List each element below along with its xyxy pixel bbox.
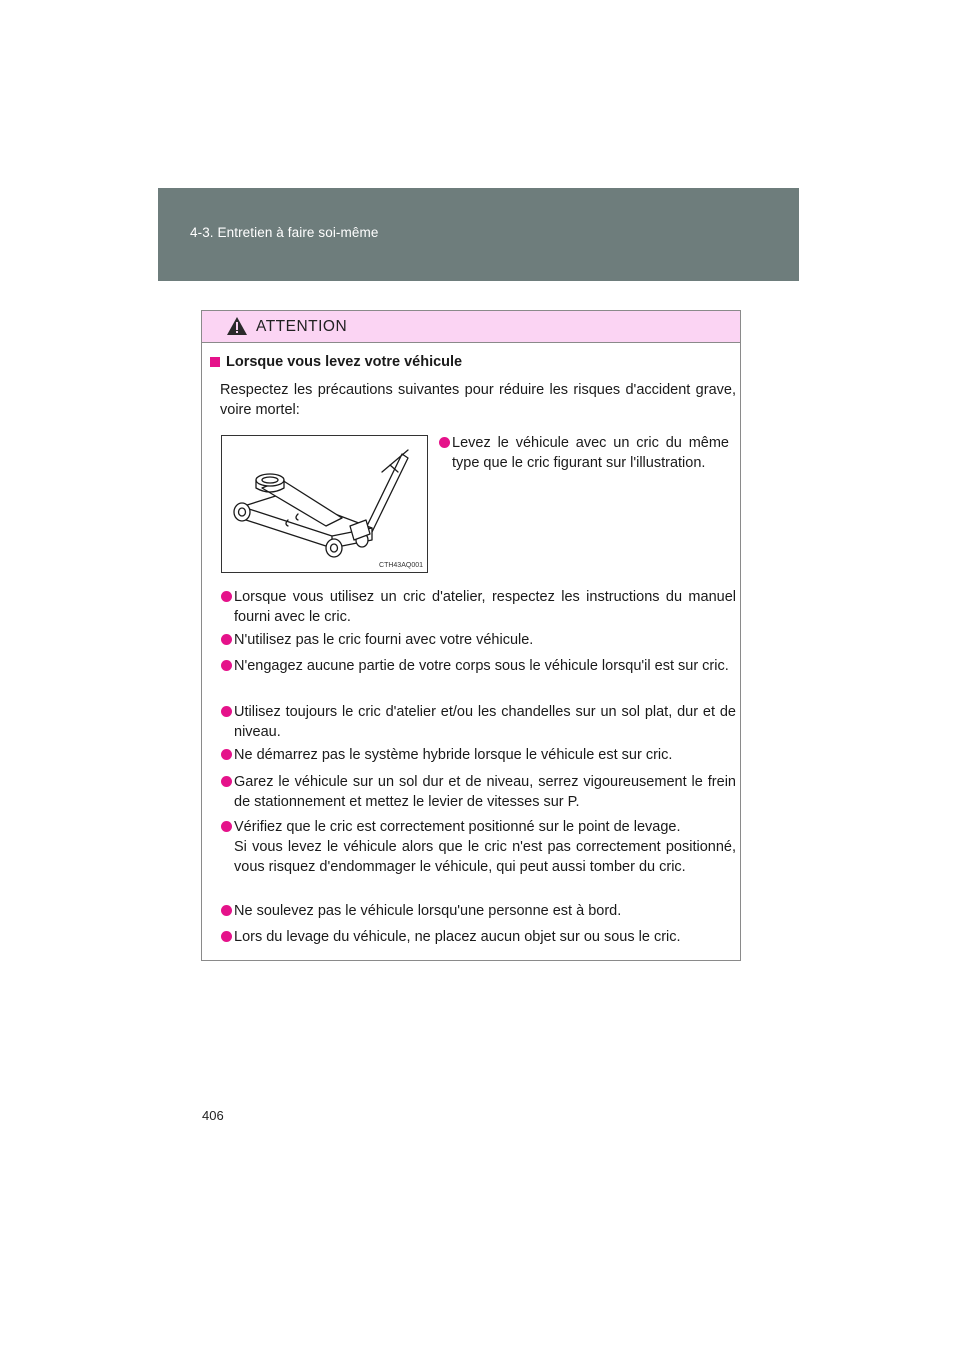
section-title: 4-3. Entretien à faire soi-même bbox=[190, 225, 379, 240]
list-item-continuation: Si vous levez le véhicule alors que le cric n'est pas correctement positionné, vous risquez d'endommager le véhicule, qui peut aussi tomber du cric. bbox=[234, 839, 736, 875]
subheading-text: Lorsque vous levez votre véhicule bbox=[226, 354, 463, 370]
list-item-text: Levez le véhicule avec un cric du même type que le cric figurant sur l'illustration. bbox=[452, 435, 729, 471]
bullet-dot-icon bbox=[221, 749, 232, 760]
list-item bbox=[221, 702, 736, 742]
list-item-text: Lorsque vous utilisez un cric d'atelier, respectez les instructions du manuel fourni avec le cric. bbox=[234, 589, 736, 625]
list-item bbox=[221, 817, 736, 877]
floor-jack-illustration bbox=[221, 435, 428, 573]
list-item bbox=[221, 656, 736, 676]
list-item-text: N'engagez aucune partie de votre corps sous le véhicule lorsqu'il est sur cric. bbox=[234, 658, 729, 674]
header-band bbox=[158, 188, 799, 281]
bullet-dot-icon bbox=[221, 660, 232, 671]
list-item bbox=[221, 587, 736, 627]
list-item-text: Garez le véhicule sur un sol dur et de niveau, serrez vigoureusement le frein de stationnement et mettez le levier de vitesses sur P. bbox=[234, 774, 736, 810]
warning-box bbox=[201, 310, 741, 961]
list-item-text: N'utilisez pas le cric fourni avec votre véhicule. bbox=[234, 632, 534, 648]
list-item bbox=[221, 745, 736, 765]
figure-code: CTH43AQ001 bbox=[379, 562, 423, 569]
list-item-text: Vérifiez que le cric est correctement positionné sur le point de levage. bbox=[234, 819, 681, 835]
warning-triangle-icon bbox=[226, 316, 248, 336]
list-item-text: Utilisez toujours le cric d'atelier et/ou les chandelles sur un sol plat, dur et de niveau. bbox=[234, 704, 736, 740]
list-item bbox=[221, 927, 736, 947]
list-item bbox=[221, 901, 736, 921]
list-item bbox=[221, 630, 736, 650]
bullet-dot-icon bbox=[439, 437, 450, 448]
bullet-dot-icon bbox=[221, 931, 232, 942]
list-item bbox=[221, 772, 736, 812]
bullet-dot-icon bbox=[221, 821, 232, 832]
bullet-dot-icon bbox=[221, 776, 232, 787]
intro-text: Respectez les précautions suivantes pour réduire les risques d'accident grave, voire mortel: bbox=[220, 382, 736, 418]
floor-jack-icon bbox=[222, 436, 427, 572]
list-item-text: Lors du levage du véhicule, ne placez aucun objet sur ou sous le cric. bbox=[234, 929, 681, 945]
bullet-dot-icon bbox=[221, 634, 232, 645]
list-item-text: Ne démarrez pas le système hybride lorsque le véhicule est sur cric. bbox=[234, 747, 673, 763]
page-number: 406 bbox=[202, 1108, 224, 1123]
bullet-dot-icon bbox=[221, 905, 232, 916]
list-item-text: Ne soulevez pas le véhicule lorsqu'une personne est à bord. bbox=[234, 903, 622, 919]
square-bullet-icon bbox=[210, 357, 220, 367]
list-item bbox=[439, 433, 729, 473]
subheading bbox=[210, 354, 462, 370]
warning-header bbox=[202, 311, 740, 343]
bullet-dot-icon bbox=[221, 706, 232, 717]
bullet-dot-icon bbox=[221, 591, 232, 602]
warning-title: ATTENTION bbox=[256, 318, 348, 335]
